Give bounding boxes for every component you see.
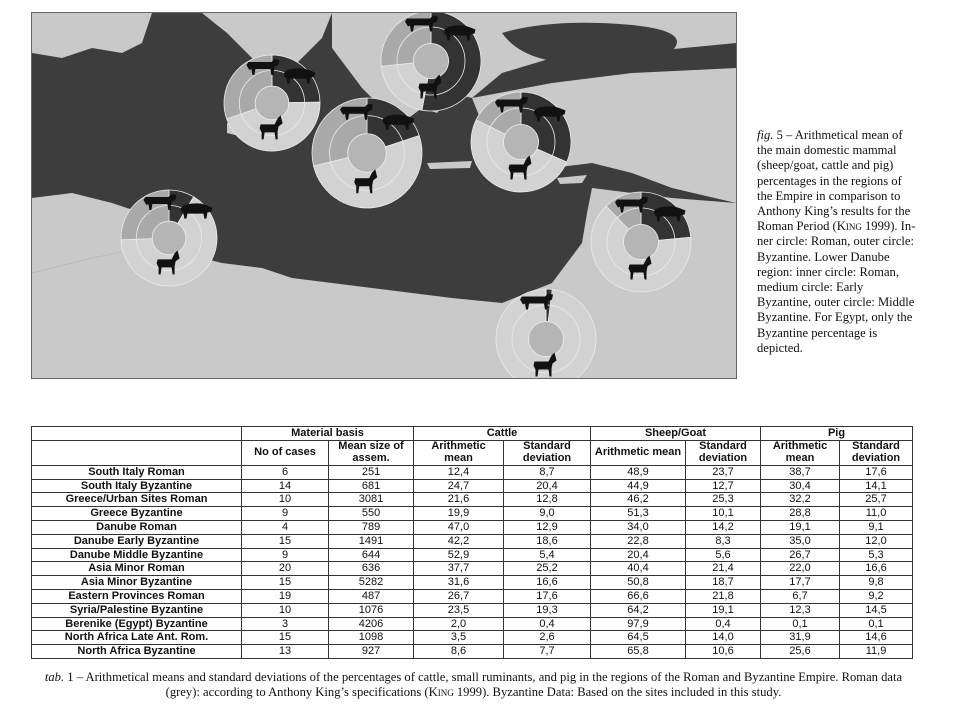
table-cell: 8,6 [414, 645, 504, 659]
sub-header: Standard deviation [840, 440, 913, 465]
ring-divider [255, 86, 289, 120]
table-cell: 6,7 [761, 589, 840, 603]
table-caption-pre: 1 – Arithmetical means and standard deviations of the percentages of cattle, small ruminants, and pig in the regions of the Roman and Byzantine Empire. Roman data (grey): according to Anthony King’s specifications ( [64, 670, 903, 699]
table-cell: 9,2 [840, 589, 913, 603]
row-label: Asia Minor Roman [32, 562, 242, 576]
table-cell: 12,0 [840, 534, 913, 548]
row-label: Berenike (Egypt) Byzantine [32, 617, 242, 631]
table-row [32, 603, 913, 617]
table-cell: 20 [242, 562, 329, 576]
table-cell: 64,2 [591, 603, 686, 617]
table-cell: 12,8 [504, 493, 591, 507]
table-cell: 7,7 [504, 645, 591, 659]
sub-header: Standard deviation [504, 440, 591, 465]
table-cell: 21,4 [686, 562, 761, 576]
table-cell: 0,4 [504, 617, 591, 631]
table-cell: 0,4 [686, 617, 761, 631]
row-label: Danube Roman [32, 520, 242, 534]
table-cell: 32,2 [761, 493, 840, 507]
table-cell: 8,3 [686, 534, 761, 548]
table-row [32, 520, 913, 534]
ring-divider [348, 134, 387, 173]
row-label: North Africa Byzantine [32, 645, 242, 659]
table-cell: 23,7 [686, 465, 761, 479]
table-row [32, 465, 913, 479]
row-label: North Africa Late Ant. Rom. [32, 631, 242, 645]
group-header-sheep-goat: Sheep/Goat [591, 427, 761, 441]
table-cell: 636 [329, 562, 414, 576]
table-cell: 19,3 [504, 603, 591, 617]
table-caption-post: 1999). Byzantine Data: Based on the sites included in this study. [453, 684, 782, 699]
corner-cell [32, 427, 242, 441]
sub-header: Standard deviation [686, 440, 761, 465]
ring-divider [152, 221, 186, 255]
table-cell: 15 [242, 576, 329, 590]
figure-caption [757, 128, 917, 356]
table-cell: 12,9 [504, 520, 591, 534]
table-cell: 17,6 [504, 589, 591, 603]
table-cell: 14,6 [840, 631, 913, 645]
table-cell: 17,6 [840, 465, 913, 479]
table-cell: 50,8 [591, 576, 686, 590]
table-cell: 44,9 [591, 479, 686, 493]
ring-chart-south-italy [224, 55, 320, 151]
data-table [31, 426, 912, 659]
table-cell: 23,5 [414, 603, 504, 617]
row-label: Danube Early Byzantine [32, 534, 242, 548]
table-caption [31, 670, 916, 699]
table-cell: 24,7 [414, 479, 504, 493]
table-row [32, 534, 913, 548]
table-cell: 14,1 [840, 479, 913, 493]
figure-number: 5 [776, 128, 783, 142]
table-cell: 12,7 [686, 479, 761, 493]
table-cell: 65,8 [591, 645, 686, 659]
table-cell: 51,3 [591, 507, 686, 521]
table-cell: 13 [242, 645, 329, 659]
table-cell: 14,2 [686, 520, 761, 534]
table-row [32, 493, 913, 507]
table-cell: 14,5 [840, 603, 913, 617]
table-cell: 30,4 [761, 479, 840, 493]
table-row [32, 589, 913, 603]
row-label: Greece Byzantine [32, 507, 242, 521]
table-cell: 25,7 [840, 493, 913, 507]
sub-header: Mean size of assem. [329, 440, 414, 465]
table-cell: 487 [329, 589, 414, 603]
ring-divider [414, 44, 449, 79]
ring-chart-greece [312, 98, 422, 208]
row-label-header [32, 440, 242, 465]
table-cell: 40,4 [591, 562, 686, 576]
table-cell: 0,1 [840, 617, 913, 631]
table-cell: 789 [329, 520, 414, 534]
table-cell: 26,7 [761, 548, 840, 562]
table-cell: 19 [242, 589, 329, 603]
table-cell: 9 [242, 507, 329, 521]
table-cell: 1098 [329, 631, 414, 645]
table-cell: 3,5 [414, 631, 504, 645]
table-cell: 14,0 [686, 631, 761, 645]
table-cell: 12,4 [414, 465, 504, 479]
sub-header: Arithmetic mean [591, 440, 686, 465]
table-cell: 3 [242, 617, 329, 631]
table-cell: 46,2 [591, 493, 686, 507]
table-cell: 25,2 [504, 562, 591, 576]
table-cell: 31,6 [414, 576, 504, 590]
ring-divider [624, 225, 659, 260]
figure-label: fig. [757, 128, 774, 142]
table-cell: 15 [242, 534, 329, 548]
table-cell: 42,2 [414, 534, 504, 548]
map-image [32, 13, 736, 378]
table-cell: 25,6 [761, 645, 840, 659]
table-cell: 48,9 [591, 465, 686, 479]
table-cell: 28,8 [761, 507, 840, 521]
table-cell: 20,4 [504, 479, 591, 493]
table-row [32, 562, 913, 576]
table-cell: 25,3 [686, 493, 761, 507]
table-cell: 4 [242, 520, 329, 534]
row-label: South Italy Byzantine [32, 479, 242, 493]
table-cell: 47,0 [414, 520, 504, 534]
ring-chart-north-africa [121, 190, 217, 286]
group-header-material: Material basis [242, 427, 414, 441]
sub-header: Arithmetic mean [414, 440, 504, 465]
table-cell: 19,9 [414, 507, 504, 521]
ring-chart-asia-minor [471, 92, 571, 192]
table-cell: 5,3 [840, 548, 913, 562]
table-cell: 10,1 [686, 507, 761, 521]
table-cell: 22,0 [761, 562, 840, 576]
table-cell: 37,7 [414, 562, 504, 576]
table-cell: 2,0 [414, 617, 504, 631]
table-cell: 16,6 [840, 562, 913, 576]
table-cell: 19,1 [761, 520, 840, 534]
figure-caption-pre: – Arithmetical mean of the main domestic mammal (sheep/goat, cattle and pig) percentages in the regions of the Empire in comparison to Anthony King’s results for the Roman Period ( [757, 128, 911, 234]
table-row [32, 507, 913, 521]
table-cell: 21,6 [414, 493, 504, 507]
table-cell: 38,7 [761, 465, 840, 479]
table-cell: 10 [242, 493, 329, 507]
table-cell: 11,0 [840, 507, 913, 521]
table-cell: 8,7 [504, 465, 591, 479]
table-cell: 9,1 [840, 520, 913, 534]
figure-caption-post: 1999). Inner circle: Roman, outer circle: Byzantine. Lower Danube region: inner circle: Roman, medium circle: Early Byzantine, outer circle: Middle Byzantine. For Egypt, only the Byzantine percentage is depicted. [757, 219, 916, 355]
sub-header: Arithmetic mean [761, 440, 840, 465]
table-cell: 19,1 [686, 603, 761, 617]
table-cell: 0,1 [761, 617, 840, 631]
ring-divider [504, 125, 539, 160]
group-header-cattle: Cattle [414, 427, 591, 441]
table-caption-author: King [428, 684, 454, 699]
table-row [32, 617, 913, 631]
table-cell: 18,6 [504, 534, 591, 548]
row-label: Greece/Urban Sites Roman [32, 493, 242, 507]
table-cell: 31,9 [761, 631, 840, 645]
table-cell: 20,4 [591, 548, 686, 562]
table-row [32, 631, 913, 645]
table-cell: 681 [329, 479, 414, 493]
table-cell: 5,6 [686, 548, 761, 562]
table-cell: 18,7 [686, 576, 761, 590]
ring-chart-danube [381, 13, 481, 111]
table-cell: 17,7 [761, 576, 840, 590]
table-cell: 927 [329, 645, 414, 659]
table-cell: 3081 [329, 493, 414, 507]
table-cell: 35,0 [761, 534, 840, 548]
table-label: tab. [44, 670, 65, 684]
ring-chart-syria-palestine [591, 192, 691, 292]
table-cell: 22,8 [591, 534, 686, 548]
row-label: South Italy Roman [32, 465, 242, 479]
figure-caption-author: King [836, 219, 862, 234]
row-label: Danube Middle Byzantine [32, 548, 242, 562]
table-cell: 16,6 [504, 576, 591, 590]
table-cell: 1491 [329, 534, 414, 548]
table-cell: 251 [329, 465, 414, 479]
table-cell: 11,9 [840, 645, 913, 659]
group-header-pig: Pig [761, 427, 913, 441]
map-figure [31, 12, 737, 379]
table-cell: 21,8 [686, 589, 761, 603]
table-cell: 1076 [329, 603, 414, 617]
table-cell: 15 [242, 631, 329, 645]
table-row [32, 548, 913, 562]
table-cell: 9,8 [840, 576, 913, 590]
table-cell: 9 [242, 548, 329, 562]
table-cell: 10 [242, 603, 329, 617]
table-cell: 64,5 [591, 631, 686, 645]
table-cell: 2,6 [504, 631, 591, 645]
table-cell: 5,4 [504, 548, 591, 562]
table-row [32, 479, 913, 493]
row-label: Eastern Provinces Roman [32, 589, 242, 603]
table-cell: 34,0 [591, 520, 686, 534]
table-row [32, 576, 913, 590]
table-cell: 97,9 [591, 617, 686, 631]
row-label: Syria/Palestine Byzantine [32, 603, 242, 617]
row-label: Asia Minor Byzantine [32, 576, 242, 590]
table-row [32, 645, 913, 659]
table-cell: 26,7 [414, 589, 504, 603]
table-cell: 12,3 [761, 603, 840, 617]
table-cell: 10,6 [686, 645, 761, 659]
table-cell: 6 [242, 465, 329, 479]
ring-divider [529, 322, 564, 357]
table-cell: 4206 [329, 617, 414, 631]
table-cell: 5282 [329, 576, 414, 590]
table-cell: 644 [329, 548, 414, 562]
table-cell: 550 [329, 507, 414, 521]
table-cell: 52,9 [414, 548, 504, 562]
table-cell: 9,0 [504, 507, 591, 521]
sub-header: No of cases [242, 440, 329, 465]
table-cell: 14 [242, 479, 329, 493]
table-cell: 66,6 [591, 589, 686, 603]
